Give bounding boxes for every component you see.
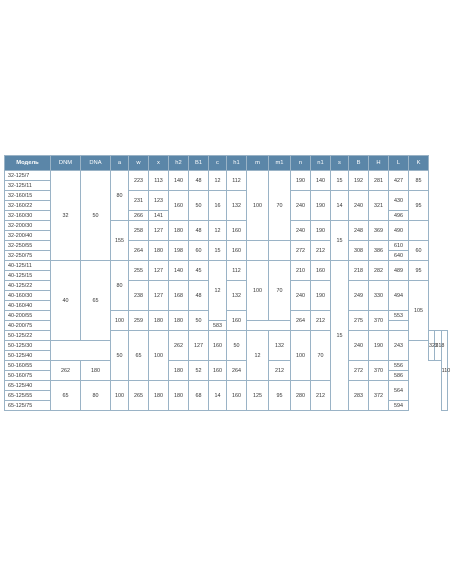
table-cell: 50	[227, 331, 247, 361]
table-cell: 95	[409, 191, 429, 221]
table-cell: 231	[129, 191, 149, 211]
table-cell: 370	[369, 311, 389, 331]
model-cell: 32-160/22	[5, 201, 51, 211]
model-cell: 32-125/7	[5, 171, 51, 181]
table-cell: 40	[51, 261, 81, 341]
table-cell: 330	[369, 281, 389, 311]
table-cell: 100	[247, 171, 269, 241]
table-cell: 140	[169, 171, 189, 191]
table-cell: 14	[209, 381, 227, 411]
model-cell: 50-125/22	[5, 331, 51, 341]
column-header: K	[409, 156, 429, 171]
table-cell: 264	[291, 311, 311, 331]
table-cell: 32	[51, 171, 81, 261]
table-cell: 80	[111, 171, 129, 221]
table-cell: 12	[209, 221, 227, 241]
table-cell: 281	[369, 171, 389, 191]
table-cell: 12	[247, 331, 269, 381]
table-cell: 70	[269, 171, 291, 241]
table-cell: 275	[349, 311, 369, 331]
table-cell: 190	[311, 191, 331, 221]
table-cell: 48	[189, 171, 209, 191]
table-cell: 160	[227, 241, 247, 261]
model-cell: 40-160/30	[5, 291, 51, 301]
table-cell: 610	[389, 241, 409, 251]
model-cell: 32-125/11	[5, 181, 51, 191]
table-cell: 60	[409, 241, 429, 261]
column-header: h1	[227, 156, 247, 171]
table-cell: 132	[227, 191, 247, 221]
table-cell: 553	[389, 311, 409, 321]
table-cell: 280	[291, 381, 311, 411]
table-cell: 283	[349, 381, 369, 411]
table-cell: 48	[189, 281, 209, 311]
table-row	[5, 261, 448, 271]
table-cell: 160	[227, 381, 247, 411]
table-cell: 110	[441, 331, 447, 411]
table-cell: 370	[369, 361, 389, 381]
model-cell: 32-200/40	[5, 231, 51, 241]
table-cell: 321	[369, 191, 389, 221]
table-cell: 50	[81, 171, 111, 261]
table-cell: 240	[349, 191, 369, 221]
model-cell: 32-250/55	[5, 241, 51, 251]
table-cell: 583	[209, 321, 227, 331]
table-cell: 427	[389, 171, 409, 191]
table-cell: 198	[169, 241, 189, 261]
table-cell: 272	[291, 241, 311, 261]
column-header: h2	[169, 156, 189, 171]
table-cell: 430	[389, 191, 409, 211]
column-header: Модель	[5, 156, 51, 171]
dimensions-table	[4, 155, 451, 411]
table-cell: 80	[81, 381, 111, 411]
table-cell: 85	[409, 171, 429, 191]
table-cell: 132	[227, 281, 247, 311]
column-header: s	[331, 156, 349, 171]
table-cell: 132	[269, 331, 291, 361]
table-cell: 594	[389, 401, 409, 411]
table-cell: 48	[189, 221, 209, 241]
column-header: B	[349, 156, 369, 171]
model-cell: 40-200/75	[5, 321, 51, 331]
table-cell: 127	[189, 331, 209, 361]
table-cell: 180	[81, 361, 111, 381]
table-cell: 50	[189, 191, 209, 221]
table-cell: 218	[349, 261, 369, 281]
table-cell: 255	[129, 261, 149, 281]
table-cell: 223	[129, 171, 149, 191]
table-cell: 212	[269, 361, 291, 381]
table-cell: 180	[149, 381, 169, 411]
model-cell: 40-200/55	[5, 311, 51, 321]
table-cell: 112	[227, 261, 247, 281]
table-cell: 190	[311, 281, 331, 311]
table-cell: 556	[389, 361, 409, 371]
table-cell: 15	[331, 171, 349, 191]
table-cell: 248	[349, 221, 369, 241]
table-cell: 12	[209, 171, 227, 191]
column-header: DNM	[51, 156, 81, 171]
table-cell: 243	[389, 331, 409, 361]
table-cell: 264	[129, 241, 149, 261]
table-cell: 240	[349, 331, 369, 361]
model-cell: 32-160/15	[5, 191, 51, 201]
column-header: L	[389, 156, 409, 171]
table-cell: 180	[169, 311, 189, 331]
table-cell: 212	[311, 311, 331, 331]
table-cell: 95	[409, 261, 429, 281]
table-cell: 496	[389, 211, 409, 221]
table-cell: 100	[149, 331, 169, 381]
table-cell: 160	[227, 221, 247, 241]
model-cell: 50-125/30	[5, 341, 51, 351]
table-cell: 266	[129, 211, 149, 221]
table-cell: 105	[409, 281, 429, 341]
table-header	[5, 156, 448, 171]
table-cell: 14	[331, 191, 349, 221]
table-cell: 372	[369, 381, 389, 411]
table-cell: 127	[149, 261, 169, 281]
table-cell: 80	[111, 261, 129, 311]
table-cell: 322	[429, 331, 435, 361]
table-cell: 180	[149, 241, 169, 261]
table-cell: 238	[129, 281, 149, 311]
table-cell: 180	[169, 361, 189, 381]
table-cell: 369	[369, 221, 389, 241]
table-cell: 240	[291, 191, 311, 221]
table-cell: 65	[129, 331, 149, 381]
table-cell: 180	[149, 311, 169, 331]
table-cell: 180	[169, 221, 189, 241]
table-cell: 212	[311, 241, 331, 261]
table-cell: 308	[349, 241, 369, 261]
model-cell: 65-125/75	[5, 401, 51, 411]
column-header: x	[149, 156, 169, 171]
table-cell: 264	[227, 361, 247, 381]
table-cell: 192	[349, 171, 369, 191]
table-cell: 259	[129, 311, 149, 331]
table-cell: 490	[389, 221, 409, 241]
table-cell: 65	[51, 381, 81, 411]
table-cell: 15	[331, 221, 349, 261]
table-cell: 50	[111, 331, 129, 381]
model-cell: 50-160/75	[5, 371, 51, 381]
table-cell: 494	[389, 281, 409, 311]
model-cell: 65-125/40	[5, 381, 51, 391]
model-cell: 40-125/11	[5, 261, 51, 271]
model-cell: 32-250/75	[5, 251, 51, 261]
table-row	[5, 381, 448, 391]
table-cell: 262	[169, 331, 189, 361]
model-cell: 50-160/55	[5, 361, 51, 371]
table-cell: 262	[51, 361, 81, 381]
table-cell: 155	[111, 221, 129, 261]
table-cell: 518	[435, 331, 441, 361]
table-cell: 141	[149, 211, 169, 221]
table-cell: 168	[169, 281, 189, 311]
table-cell: 70	[311, 331, 331, 381]
table-cell: 240	[291, 281, 311, 311]
table-cell: 60	[189, 241, 209, 261]
table-cell: 52	[189, 361, 209, 381]
table-cell: 100	[247, 261, 269, 321]
table-cell: 100	[291, 331, 311, 381]
column-header: m	[247, 156, 269, 171]
model-cell: 32-160/30	[5, 211, 51, 221]
table-cell: 140	[311, 171, 331, 191]
table-cell: 586	[389, 371, 409, 381]
model-cell: 40-160/40	[5, 301, 51, 311]
table-cell: 16	[209, 191, 227, 221]
table-cell: 160	[209, 361, 227, 381]
table-cell: 50	[189, 311, 209, 331]
model-cell: 32-200/30	[5, 221, 51, 231]
table-cell: 190	[291, 171, 311, 191]
table-cell: 386	[369, 241, 389, 261]
table-cell: 265	[129, 381, 149, 411]
table-row	[5, 171, 448, 181]
table-cell: 240	[291, 221, 311, 241]
table-cell: 125	[247, 381, 269, 411]
table-cell: 564	[389, 381, 409, 401]
table-cell	[409, 221, 429, 241]
model-cell: 65-125/55	[5, 391, 51, 401]
table-cell: 210	[291, 261, 311, 281]
table-cell: 160	[227, 311, 247, 331]
table-cell: 113	[149, 171, 169, 191]
column-header: a	[111, 156, 129, 171]
table-cell: 45	[189, 261, 209, 281]
column-header: n1	[311, 156, 331, 171]
table-cell: 100	[111, 311, 129, 331]
column-header: DNA	[81, 156, 111, 171]
table-body	[5, 171, 451, 411]
column-header: B1	[189, 156, 209, 171]
table-cell: 640	[389, 251, 409, 261]
table-cell: 249	[349, 281, 369, 311]
table-cell: 95	[269, 381, 291, 411]
table-cell: 272	[349, 361, 369, 381]
table-cell: 12	[209, 261, 227, 321]
table-cell: 160	[311, 261, 331, 281]
column-header: n	[291, 156, 311, 171]
table-cell: 112	[227, 171, 247, 191]
column-header: H	[369, 156, 389, 171]
table-cell: 180	[169, 381, 189, 411]
table-cell: 190	[369, 331, 389, 361]
table-cell: 70	[269, 261, 291, 321]
column-header: c	[209, 156, 227, 171]
table-cell: 68	[189, 381, 209, 411]
table-row	[5, 361, 448, 371]
table-cell: 190	[311, 221, 331, 241]
table-cell	[269, 241, 291, 261]
table-cell: 15	[331, 261, 349, 411]
table-cell: 100	[111, 381, 129, 411]
table-cell: 160	[209, 331, 227, 361]
table-cell: 258	[129, 221, 149, 241]
table-cell: 123	[149, 191, 169, 211]
table-cell: 140	[169, 261, 189, 281]
table-cell: 160	[169, 191, 189, 221]
model-cell: 50-125/40	[5, 351, 51, 361]
table-cell: 127	[149, 281, 169, 311]
table-cell: 212	[311, 381, 331, 411]
column-header: m1	[269, 156, 291, 171]
table-cell: 65	[81, 261, 111, 341]
column-header: w	[129, 156, 149, 171]
table-cell: 282	[369, 261, 389, 281]
table-cell: 127	[149, 221, 169, 241]
table-cell	[247, 241, 269, 261]
model-cell: 40-125/15	[5, 271, 51, 281]
model-cell: 40-125/22	[5, 281, 51, 291]
table-cell: 489	[389, 261, 409, 281]
table-cell: 15	[209, 241, 227, 261]
